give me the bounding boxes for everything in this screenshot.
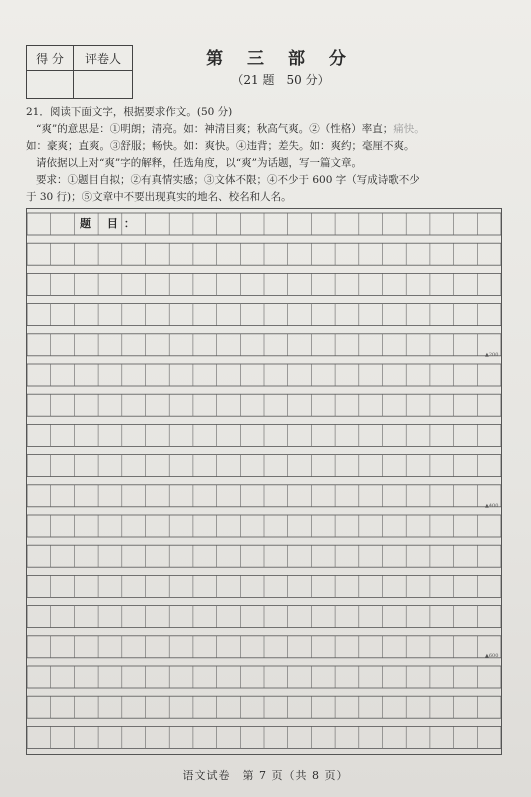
question-heading: 21．阅读下面文字，根据要求作文。(50 分) xyxy=(26,106,233,118)
question-line: 如：豪爽；直爽。③舒服；畅快。如：爽快。④违背；差失。如：爽约；毫厘不爽。 xyxy=(26,140,415,152)
page-footer: 语文试卷 第 7 页（共 8 页） xyxy=(182,769,349,782)
part-title: 第 三 部 分 xyxy=(206,49,355,69)
word-count-marker-600: ▲600 xyxy=(485,653,499,659)
question-requirements-cont: 于 30 行)；⑤文章中不要出现真实的地名、校名和人名。 xyxy=(26,191,292,203)
answer-grid[interactable] xyxy=(26,208,502,755)
question-instruction: 请依据以上对“爽”字的解释，任选角度，以“爽”为话题，写一篇文章。 xyxy=(36,157,362,169)
grader-header: 评卷人 xyxy=(74,46,133,71)
question-text-faded: 痛快。 xyxy=(393,123,425,135)
word-count-marker-400: ▲400 xyxy=(485,503,499,509)
score-header: 得 分 xyxy=(27,46,74,71)
question-line xyxy=(36,121,425,138)
word-count-marker-200: ▲200 xyxy=(485,352,499,358)
essay-title-label: 题 目： xyxy=(80,217,141,230)
question-requirements: 要求：①题目自拟；②有真情实感；③文体不限；④不少于 600 字（写成诗歌不少 xyxy=(36,174,420,186)
answer-grid-lines xyxy=(27,209,501,754)
part-subtitle: （21 题 50 分） xyxy=(231,73,330,87)
question-text: “爽”的意思是：①明朗；清亮。如：神清目爽；秋高气爽。②（性格）率直； xyxy=(36,123,394,135)
